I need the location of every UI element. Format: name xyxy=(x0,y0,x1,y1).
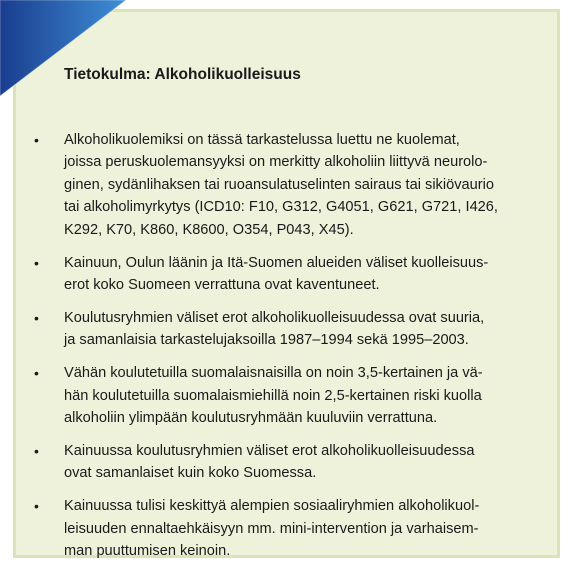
bullet-list xyxy=(34,129,534,573)
list-item xyxy=(34,307,534,352)
bullet-marker: • xyxy=(34,309,39,326)
list-item xyxy=(34,440,534,485)
bullet-marker: • xyxy=(34,442,39,459)
list-item xyxy=(34,362,534,429)
bullet-marker: • xyxy=(34,365,39,382)
list-item-text: Vähän koulutetuilla suomalaisnaisilla on noin 3,5-kertainen ja vä- hän koulutetuilla suomalaismiehillä noin 2,5-kertainen riski kuolla alkoholiin ylimpään koulutusryhmään kuuluviin verrattuna. xyxy=(64,365,483,426)
page-title: Tietokulma: Alkoholikuolleisuus xyxy=(64,66,301,83)
list-item-text: Kainuun, Oulun läänin ja Itä-Suomen alueiden väliset kuolleisuus- erot koko Suomeen verrattuna ovat kaventuneet. xyxy=(64,254,489,293)
list-item-text: Kainuussa tulisi keskittyä alempien sosiaaliryhmien alkoholikuol- leisuuden ennaltaehkäisyyn mm. mini-intervention ja varhaisem- man puuttumisen keinoin. xyxy=(64,498,480,559)
list-item-text: Kainuussa koulutusryhmien väliset erot alkoholikuolleisuudessa ovat samanlaiset kuin koko Suomessa. xyxy=(64,442,475,482)
list-item-text: Koulutusryhmien väliset erot alkoholikuolleisuudessa ovat suuria, ja samanlaisia tarkastelujaksoilla 1987–1994 sekä 1995–2003. xyxy=(64,309,485,349)
list-item xyxy=(34,495,534,562)
bullet-marker: • xyxy=(34,254,39,271)
list-item xyxy=(34,129,534,241)
bullet-marker: • xyxy=(34,498,39,515)
corner-decoration xyxy=(0,0,130,100)
bullet-marker: • xyxy=(34,132,39,148)
list-item-text: Alkoholikuolemiksi on tässä tarkastelussa luettu ne kuolemat, joissa peruskuolemansyyksi on merkitty alkoholiin liittyvä neurolo- ginen, sydänlihaksen tai ruoansulatuselinten sairaus tai sikiövaurio tai alkoholimyrkytys (ICD10: F10, G312, G4051, G621, G721, I426, K292, K70, K860, K8600, O354, P043, X45). xyxy=(64,132,498,238)
list-item xyxy=(34,252,534,297)
